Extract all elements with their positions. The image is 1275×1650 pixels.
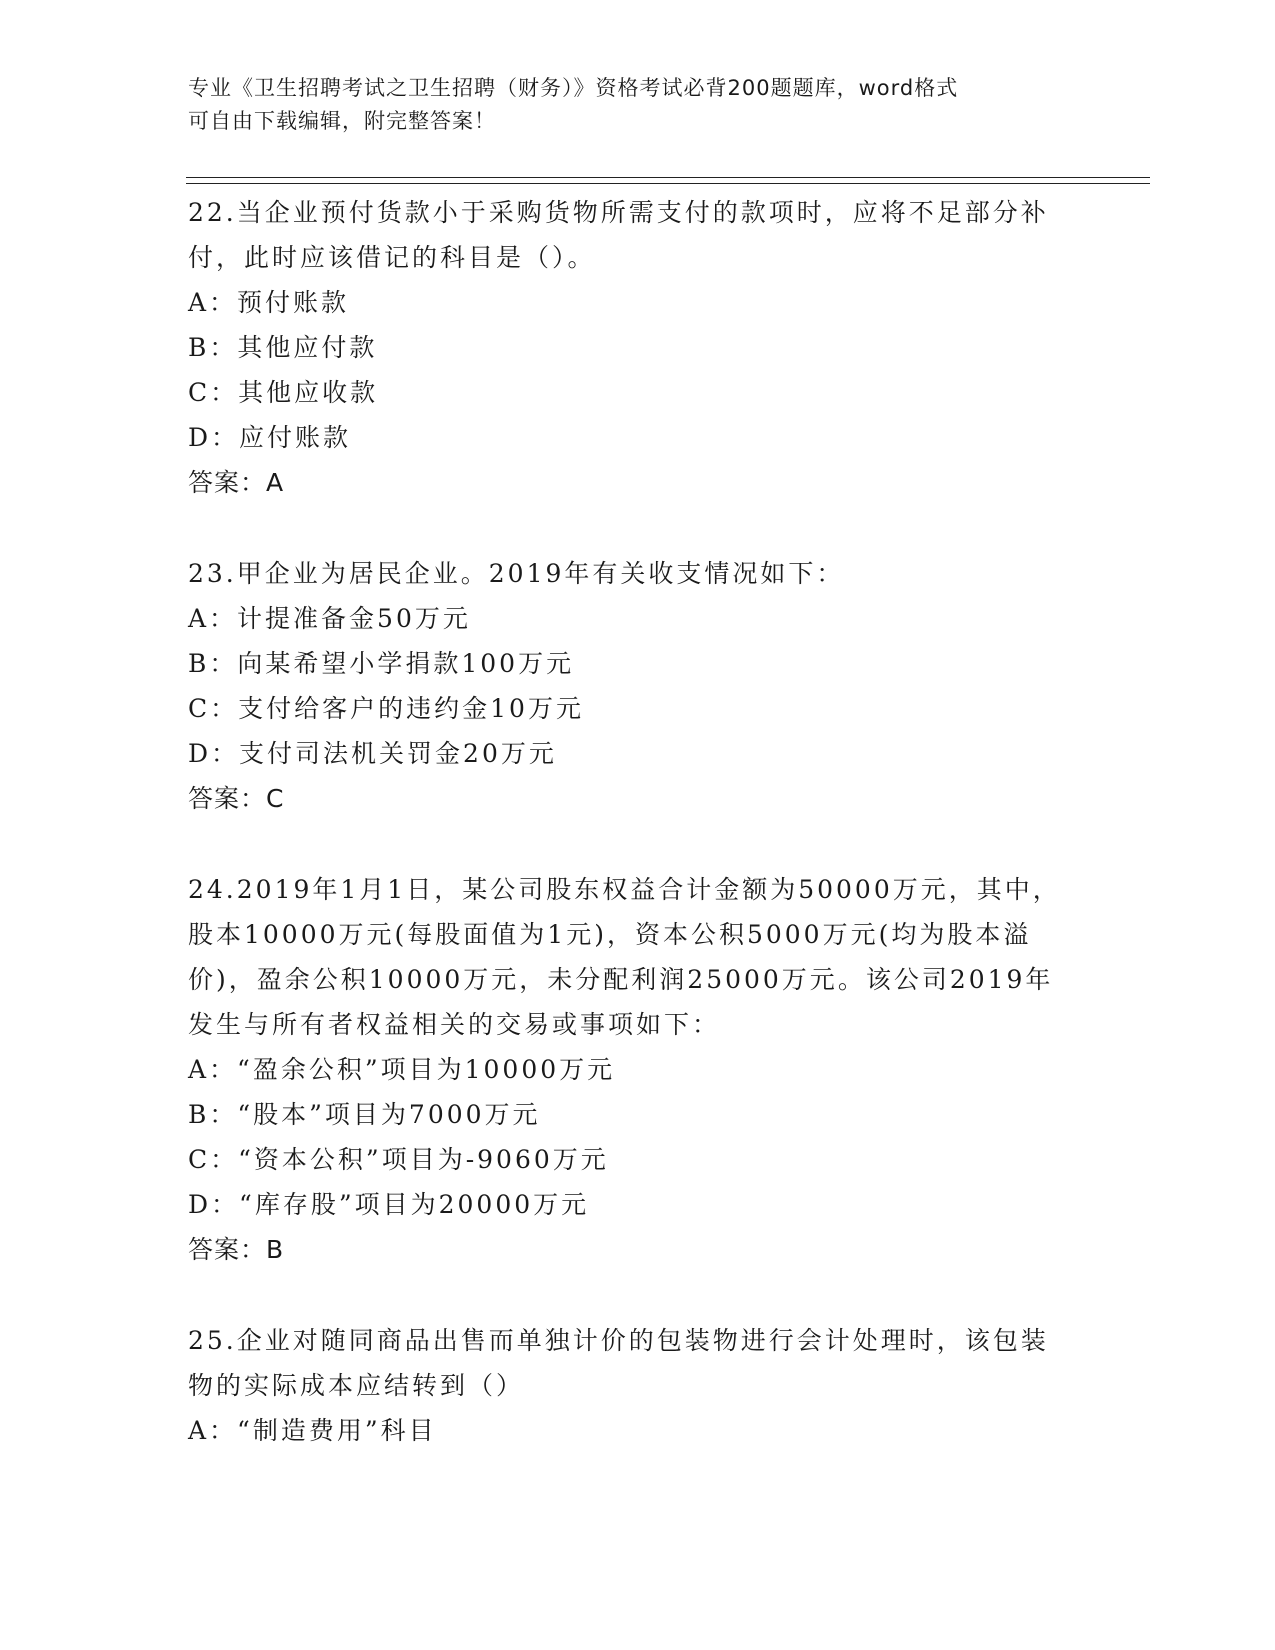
document-header [188,72,1068,138]
option-d: D：“库存股”项目为20000万元 [188,1190,590,1219]
answer-line: 答案：C [188,784,285,813]
header-divider-top [186,177,1150,178]
stem-line: 价)，盈余公积10000万元，未分配利润25000万元。该公司2019年 [188,965,1054,994]
stem-line: 25.企业对随同商品出售而单独计价的包装物进行会计处理时，该包装 [188,1326,1049,1355]
stem-line: 23.甲企业为居民企业。2019年有关收支情况如下： [188,559,845,588]
option-a: A：计提准备金50万元 [188,604,471,633]
option-a: A：预付账款 [188,288,350,317]
option-d: D：支付司法机关罚金20万元 [188,739,557,768]
stem-line: 物的实际成本应结转到（） [188,1371,525,1400]
option-a: A：“制造费用”科目 [188,1416,437,1445]
question-stem [188,190,1088,280]
option-d: D：应付账款 [188,423,352,452]
header-line-2: 可自由下载编辑，附完整答案！ [188,109,496,133]
option-a: A：“盈余公积”项目为10000万元 [188,1055,616,1084]
question-stem [188,551,1088,596]
option-c: C：“资本公积”项目为-9060万元 [188,1145,609,1174]
answer-line: 答案：A [188,468,285,497]
option-c: C：支付给客户的违约金10万元 [188,694,584,723]
option-b: B：向某希望小学捐款100万元 [188,649,575,678]
option-c: C：其他应收款 [188,378,379,407]
option-b: B：“股本”项目为7000万元 [188,1100,541,1129]
stem-line: 付，此时应该借记的科目是（）。 [188,243,596,272]
question-24 [188,867,1088,1272]
answer-line: 答案：B [188,1235,285,1264]
question-25 [188,1318,1088,1453]
header-line-1: 专业《卫生招聘考试之卫生招聘（财务）》资格考试必背200题题库，word格式 [188,76,959,100]
question-stem [188,1318,1088,1408]
question-stem [188,867,1088,1047]
stem-line: 22.当企业预付货款小于采购货物所需支付的款项时，应将不足部分补 [188,198,1049,227]
stem-line: 24.2019年1月1日，某公司股东权益合计金额为50000万元，其中， [188,875,1061,904]
header-divider-bottom [186,183,1150,184]
stem-line: 发生与所有者权益相关的交易或事项如下： [188,1010,721,1039]
option-b: B：其他应付款 [188,333,378,362]
stem-line: 股本10000万元(每股面值为1元)，资本公积5000万元(均为股本溢 [188,920,1032,949]
question-23 [188,551,1088,821]
question-list [188,190,1088,1499]
question-22 [188,190,1088,505]
